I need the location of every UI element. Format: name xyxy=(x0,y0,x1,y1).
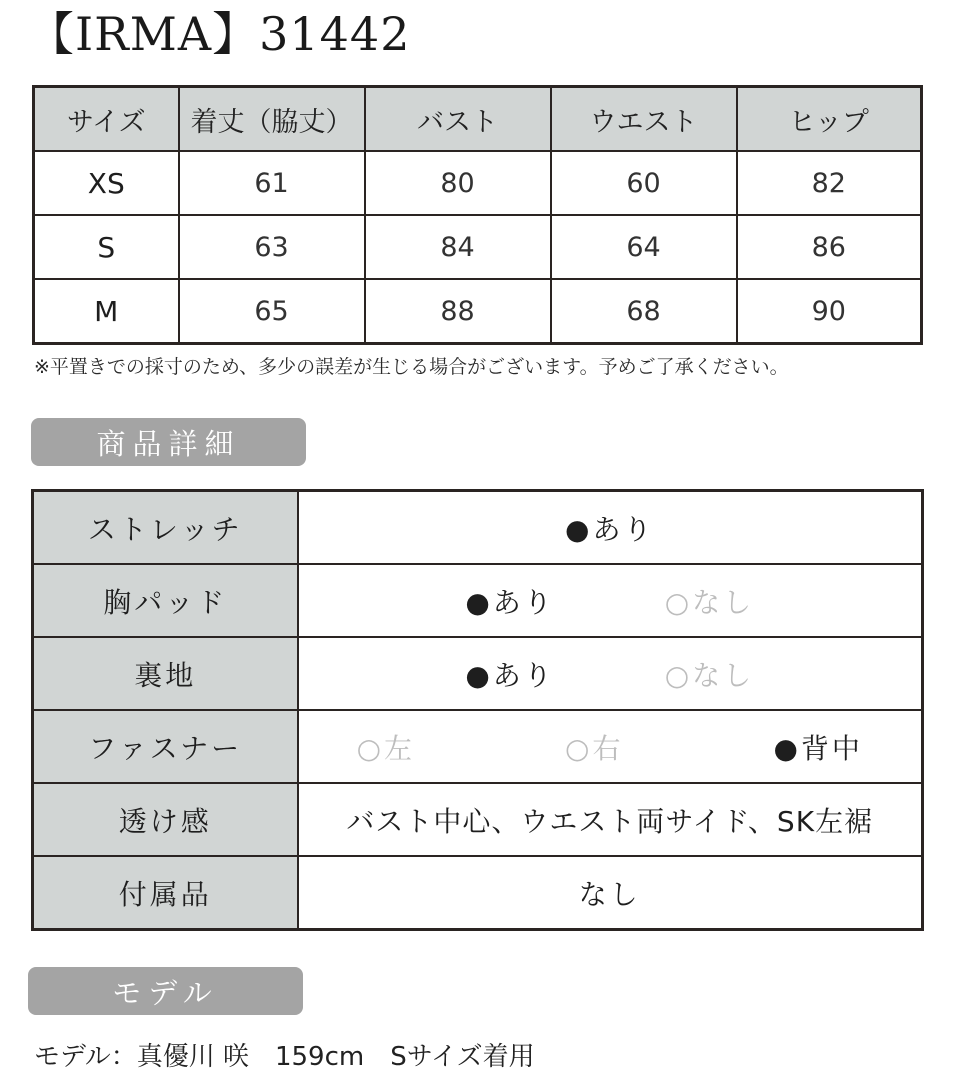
header-bust: バスト xyxy=(365,87,551,152)
model-info: モデル：真優川 咲 159cm Sサイズ着用 xyxy=(34,1042,535,1072)
header-hip: ヒップ xyxy=(737,87,922,152)
bust-cell: 88 xyxy=(365,279,551,344)
page-title: 【IRMA】31442 xyxy=(28,7,411,61)
option-back-selected: ●背中 xyxy=(773,731,863,765)
length-cell: 65 xyxy=(179,279,365,344)
length-cell: 61 xyxy=(179,151,365,215)
attr-lining: 裏地 xyxy=(33,637,298,710)
attr-bust-pad: 胸パッド xyxy=(33,564,298,637)
option-no: ○なし xyxy=(664,585,755,619)
waist-cell: 64 xyxy=(551,215,737,279)
header-length: 着丈（脇丈） xyxy=(179,87,365,152)
table-row xyxy=(34,151,922,215)
hip-cell: 90 xyxy=(737,279,922,344)
hip-cell: 82 xyxy=(737,151,922,215)
waist-cell: 60 xyxy=(551,151,737,215)
header-waist: ウエスト xyxy=(551,87,737,152)
option-yes-selected: ●あり xyxy=(465,658,555,692)
attr-accessories: 付属品 xyxy=(33,856,298,930)
value-accessories: なし xyxy=(298,856,923,930)
product-details-label: 商品詳細 xyxy=(31,418,306,466)
header-size: サイズ xyxy=(34,87,179,152)
option-yes-selected: ●あり xyxy=(465,585,555,619)
length-cell: 63 xyxy=(179,215,365,279)
attr-stretch: ストレッチ xyxy=(33,491,298,565)
attr-sheerness: 透け感 xyxy=(33,783,298,856)
option-right: ○右 xyxy=(565,731,624,765)
value-zipper xyxy=(298,710,923,783)
model-label: モデル xyxy=(28,967,303,1015)
waist-cell: 68 xyxy=(551,279,737,344)
size-cell: M xyxy=(34,279,179,344)
table-row xyxy=(33,491,923,565)
option-left: ○左 xyxy=(356,731,416,765)
value-sheerness: バスト中心、ウエスト両サイド、SK左裾 xyxy=(298,783,923,856)
table-row xyxy=(33,856,923,930)
size-cell: S xyxy=(34,215,179,279)
option-no: ○なし xyxy=(664,658,755,692)
bust-cell: 84 xyxy=(365,215,551,279)
option-yes-selected: ●あり xyxy=(565,512,655,546)
attr-zipper: ファスナー xyxy=(33,710,298,783)
hip-cell: 86 xyxy=(737,215,922,279)
table-row xyxy=(34,279,922,344)
measurement-note: ※平置きでの採寸のため、多少の誤差が生じる場合がございます。予めご了承ください。 xyxy=(34,356,789,378)
value-bust-pad xyxy=(298,564,923,637)
table-row xyxy=(33,710,923,783)
value-stretch xyxy=(298,491,923,565)
table-row xyxy=(33,564,923,637)
product-details-table xyxy=(31,489,924,931)
size-table xyxy=(32,85,923,345)
table-row xyxy=(33,637,923,710)
size-table-header-row xyxy=(34,87,922,152)
value-lining xyxy=(298,637,923,710)
table-row xyxy=(34,215,922,279)
bust-cell: 80 xyxy=(365,151,551,215)
table-row xyxy=(33,783,923,856)
size-cell: XS xyxy=(34,151,179,215)
